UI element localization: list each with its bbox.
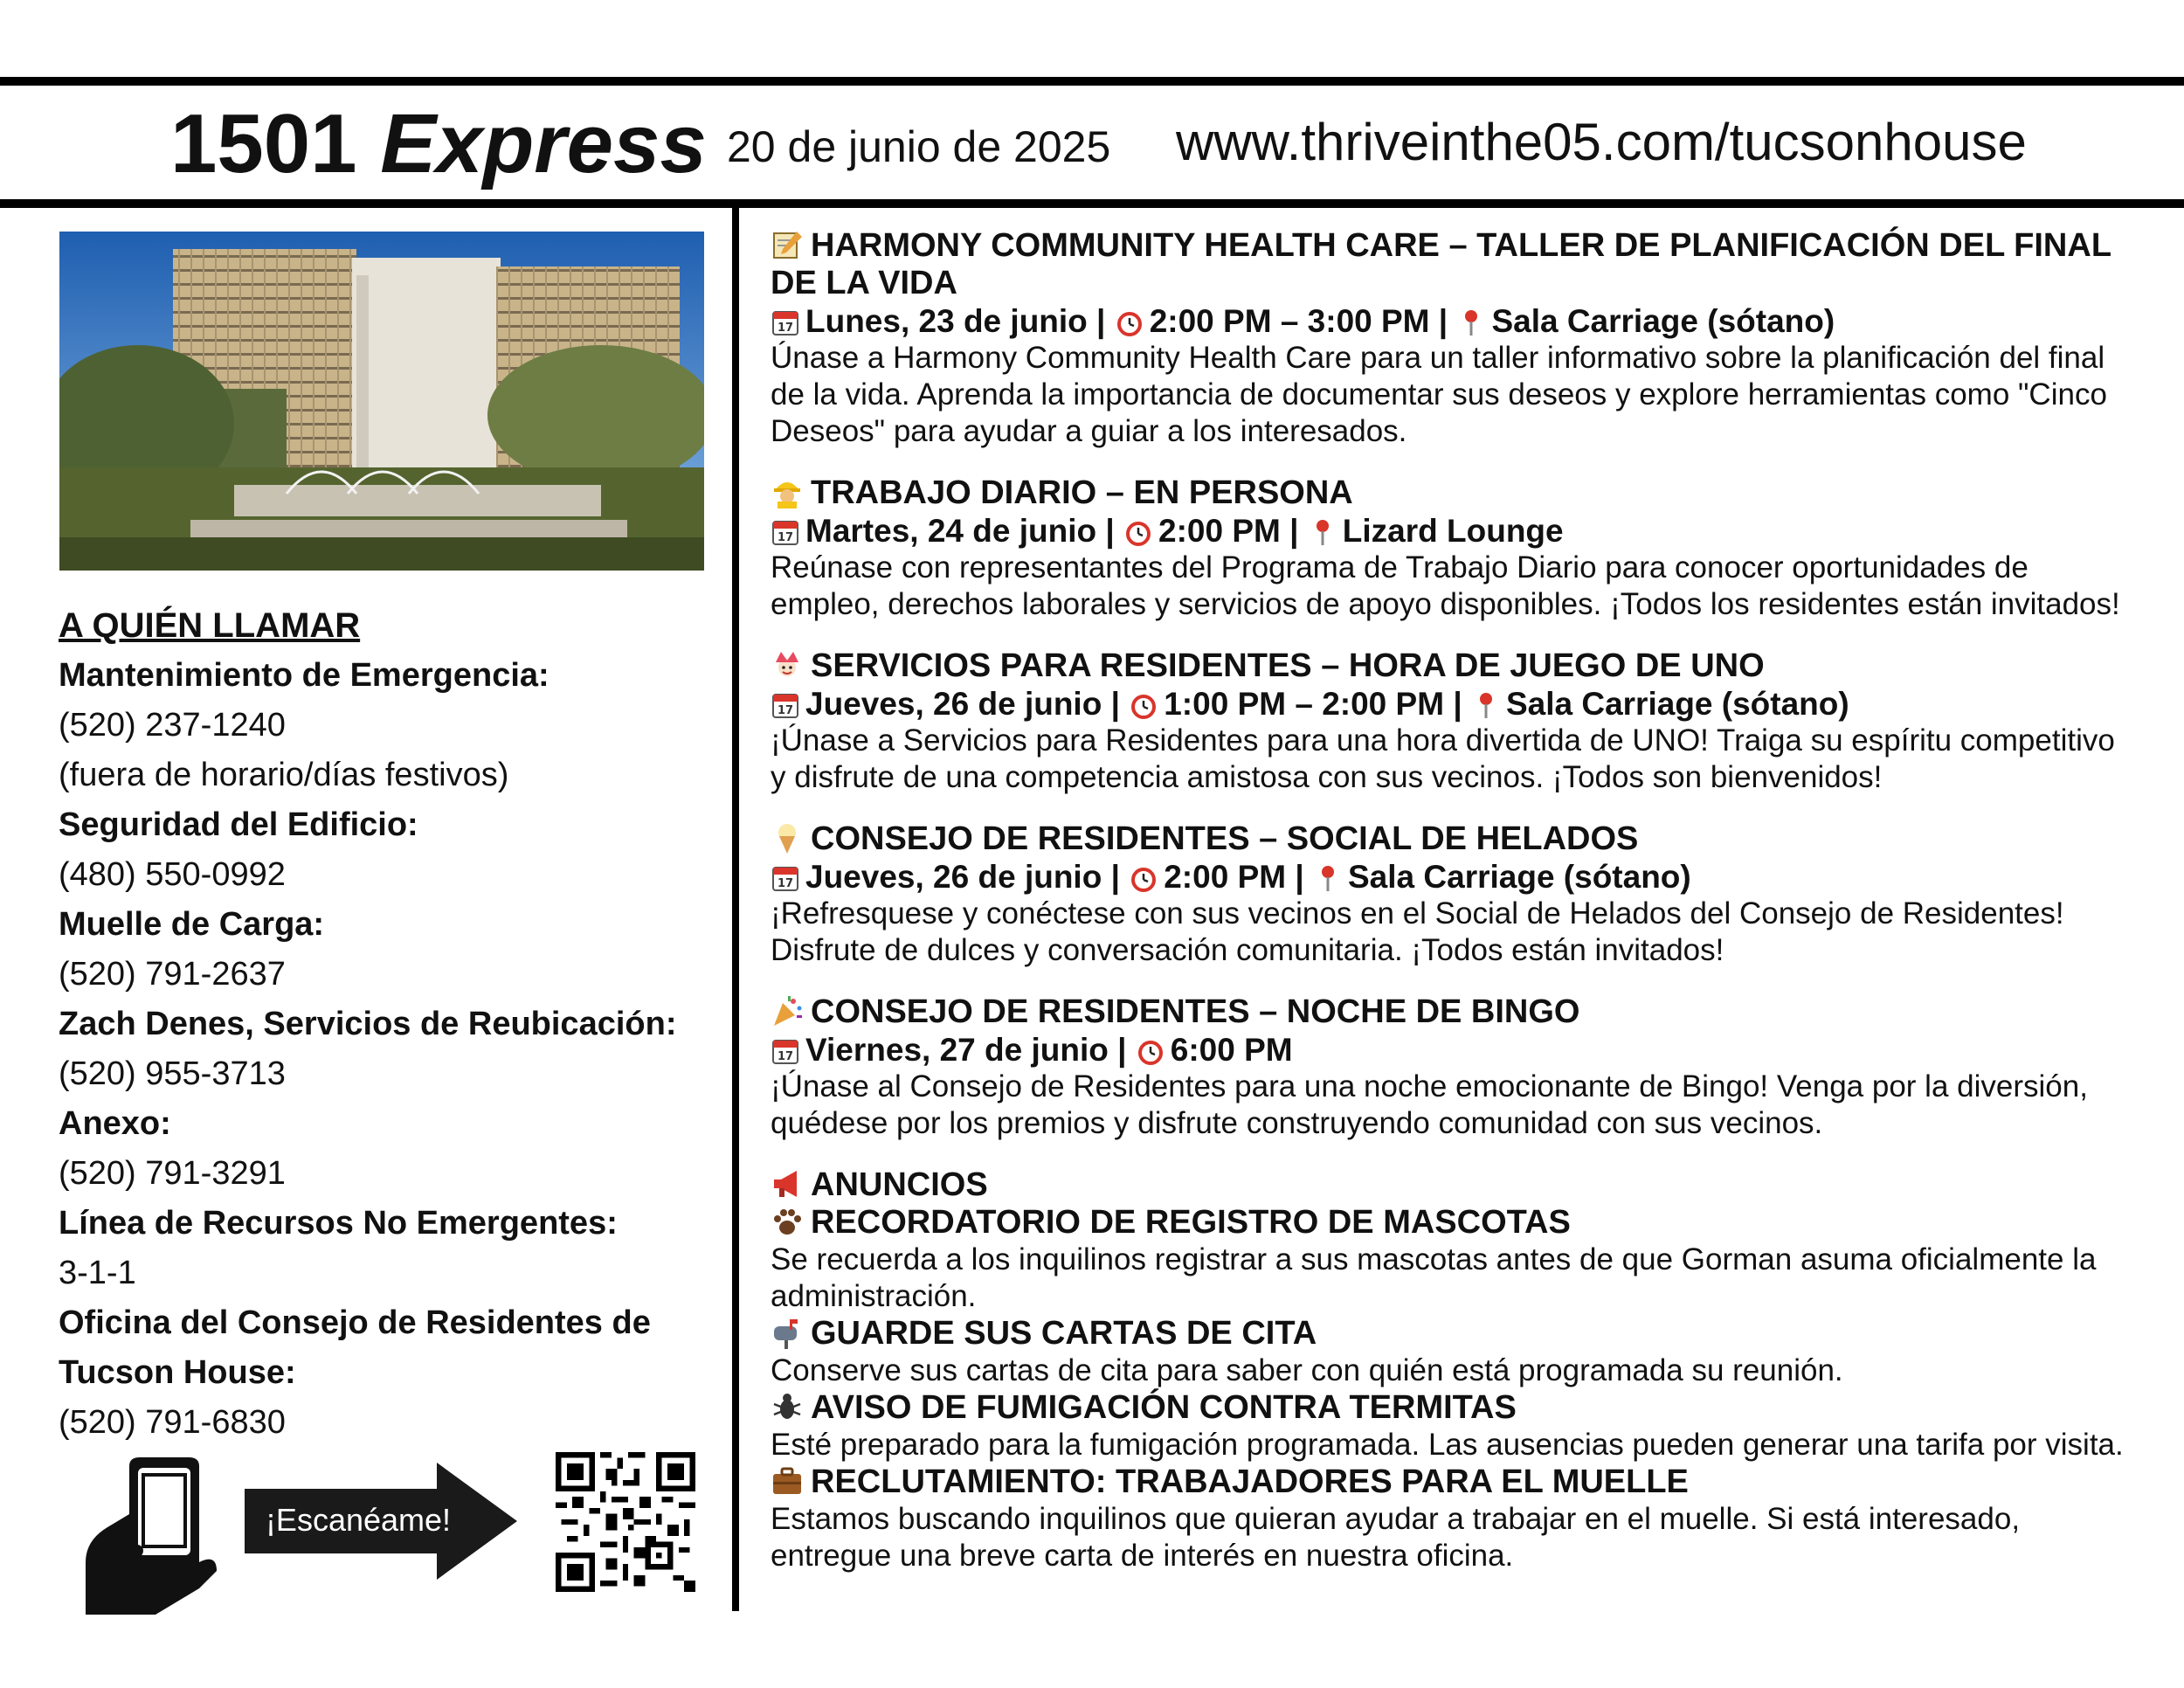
- alarm-clock-icon: [1123, 517, 1153, 547]
- event-title: HARMONY COMMUNITY HEALTH CARE – TALLER DE PLANIFICACIÓN DEL FINAL DE LA VIDA: [771, 227, 2111, 301]
- memo-icon: [771, 228, 804, 261]
- briefcase-icon: [771, 1464, 804, 1498]
- announcement-description: Esté preparado para la fumigación programada. Las ausencias pueden generar una tarifa por visita.: [771, 1428, 2124, 1462]
- event-item: [771, 227, 2133, 450]
- building-photo: [59, 232, 704, 571]
- contact-label: Muelle de Carga:: [59, 906, 325, 943]
- event-schedule: 17 Jueves, 26 de junio | 1:00 PM – 2:00 PM | Sala Carriage (sótano): [771, 685, 2133, 723]
- event-day: Jueves, 26 de junio: [805, 686, 1102, 722]
- event-title: CONSEJO DE RESIDENTES – NOCHE DE BINGO: [771, 993, 2133, 1031]
- svg-text:17: 17: [777, 704, 794, 717]
- announcements-heading: ANUNCIOS: [771, 1166, 2133, 1204]
- event-item: [771, 647, 2133, 796]
- scan-me-label: ¡Escanéame!: [265, 1502, 452, 1538]
- event-schedule: 17 Lunes, 23 de junio | 2:00 PM – 3:00 PM | Sala Carriage (sótano): [771, 302, 2133, 340]
- contact-note: (fuera de horario/días festivos): [59, 757, 509, 793]
- title-word: Express: [380, 97, 707, 190]
- svg-text:17: 17: [777, 877, 794, 890]
- event-place: Sala Carriage (sótano): [1505, 686, 1849, 722]
- contact-label-continued: Tucson House:: [59, 1354, 296, 1391]
- pin-icon: [1456, 308, 1486, 337]
- qr-code[interactable]: [556, 1452, 695, 1592]
- contact-phone[interactable]: (520) 791-2637: [59, 956, 286, 993]
- alarm-clock-icon: [1129, 863, 1158, 893]
- title-number: 1501: [170, 97, 357, 190]
- svg-text:17: 17: [777, 1050, 794, 1063]
- contact-label: Línea de Recursos No Emergentes:: [59, 1205, 618, 1242]
- event-item: [771, 820, 2133, 969]
- event-day: Viernes, 27 de junio: [805, 1032, 1109, 1068]
- announcement-title: GUARDE SUS CARTAS DE CITA: [771, 1315, 2133, 1352]
- event-day: Jueves, 26 de junio: [805, 859, 1102, 895]
- bug-icon: [771, 1390, 804, 1423]
- event-day: Lunes, 23 de junio: [805, 303, 1088, 339]
- event-schedule: 17 Martes, 24 de junio | 2:00 PM | Lizard Lounge: [771, 512, 2133, 550]
- contact-phone[interactable]: (520) 791-6830: [59, 1404, 286, 1441]
- megaphone-icon: [771, 1167, 804, 1200]
- calendar-icon: [771, 1036, 800, 1066]
- contact-label: Mantenimiento de Emergencia:: [59, 657, 549, 694]
- pin-icon: [1308, 517, 1337, 547]
- event-place: Sala Carriage (sótano): [1491, 303, 1835, 339]
- pin-icon: [1471, 690, 1501, 720]
- event-place: Sala Carriage (sótano): [1348, 859, 1691, 895]
- event-title: CONSEJO DE RESIDENTES – SOCIAL DE HELADOS: [771, 820, 2133, 858]
- event-description: ¡Únase a Servicios para Residentes para una hora divertida de UNO! Traiga su espíritu competitivo y disfrute de una competencia amistosa con sus vecinos. ¡Todos son bienvenidos!: [771, 723, 2115, 794]
- contact-label: Oficina del Consejo de Residentes de: [59, 1304, 651, 1341]
- announcement-title: RECORDATORIO DE REGISTRO DE MASCOTAS: [771, 1204, 2133, 1242]
- hand-phone-icon: [77, 1457, 225, 1615]
- calendar-icon: [771, 863, 800, 893]
- contact-phone[interactable]: 3-1-1: [59, 1255, 136, 1291]
- event-time: 2:00 PM: [1158, 513, 1281, 549]
- event-title: SERVICIOS PARA RESIDENTES – HORA DE JUEGO DE UNO: [771, 647, 2133, 685]
- contact-phone[interactable]: (480) 550-0992: [59, 856, 286, 893]
- contact-list: [59, 601, 705, 1448]
- event-schedule: 17 Viernes, 27 de junio | 6:00 PM: [771, 1031, 2133, 1069]
- contact-phone[interactable]: (520) 791-3291: [59, 1155, 286, 1192]
- event-time: 2:00 PM – 3:00 PM: [1149, 303, 1430, 339]
- masthead: [0, 86, 2184, 199]
- event-time: 2:00 PM: [1164, 859, 1287, 895]
- event-time: 1:00 PM – 2:00 PM: [1164, 686, 1445, 722]
- announcement-title: RECLUTAMIENTO: TRABAJADORES PARA EL MUELLE: [771, 1463, 2133, 1501]
- contact-phone[interactable]: (520) 237-1240: [59, 707, 286, 744]
- announcement-description: Estamos buscando inquilinos que quieran ayudar a trabajar en el muelle. Si está interesado, entregue una breve carta de interés en nuestra oficina.: [771, 1502, 2021, 1573]
- calendar-icon: [771, 517, 800, 547]
- issue-date: 20 de junio de 2025: [727, 122, 1111, 171]
- mailbox-icon: [771, 1316, 804, 1349]
- contact-label: Anexo:: [59, 1105, 171, 1142]
- event-description: ¡Únase al Consejo de Residentes para una noche emocionante de Bingo! Venga por la diversión, quédese por los premios y disfrute construyendo comunidad con sus vecinos.: [771, 1069, 2088, 1140]
- event-item: [771, 993, 2133, 1142]
- svg-text:17: 17: [777, 322, 794, 335]
- calendar-icon: [771, 308, 800, 337]
- event-place: Lizard Lounge: [1342, 513, 1564, 549]
- announcements-section: [771, 1166, 2133, 1574]
- pin-icon: [1313, 863, 1343, 893]
- column-divider: [732, 208, 739, 1611]
- ice-cream-icon: [771, 821, 804, 854]
- events-column: [771, 227, 2133, 1574]
- announcement-item: [771, 1315, 2133, 1389]
- newsletter-title: [170, 96, 707, 192]
- contact-phone[interactable]: (520) 955-3713: [59, 1055, 286, 1092]
- calendar-icon: [771, 690, 800, 720]
- svg-text:17: 17: [777, 531, 794, 544]
- contact-heading: A QUIÉN LLAMAR: [59, 606, 361, 645]
- event-description: Únase a Harmony Community Health Care para un taller informativo sobre la planificación del final de la vida. Aprenda la importancia de documentar sus deseos y explore herramientas como "Cinco Deseos" para ayudar a guiar a los interesados.: [771, 341, 2107, 448]
- announcement-description: Conserve sus cartas de cita para saber con quién está programada su reunión.: [771, 1353, 1843, 1387]
- event-time: 6:00 PM: [1170, 1032, 1293, 1068]
- joker-icon: [771, 648, 804, 681]
- alarm-clock-icon: [1129, 690, 1158, 720]
- event-day: Martes, 24 de junio: [805, 513, 1097, 549]
- masthead-bottom-rule: [0, 199, 2184, 208]
- alarm-clock-icon: [1136, 1036, 1165, 1066]
- announcement-item: [771, 1463, 2133, 1574]
- contact-label: Seguridad del Edificio:: [59, 806, 418, 843]
- event-description: Reúnase con representantes del Programa de Trabajo Diario para conocer oportunidades de empleo, derechos laborales y servicios de apoyo disponibles. ¡Todos los residentes están invitados!: [771, 550, 2120, 621]
- announcement-title: AVISO DE FUMIGACIÓN CONTRA TERMITAS: [771, 1389, 2133, 1427]
- party-popper-icon: [771, 994, 804, 1027]
- contact-label: Zach Denes, Servicios de Reubicación:: [59, 1006, 677, 1042]
- event-description: ¡Refresquese y conéctese con sus vecinos en el Social de Helados del Consejo de Residentes! Disfrute de dulces y conversación comunitaria. ¡Todos están invitados!: [771, 896, 2064, 967]
- event-title: TRABAJO DIARIO – EN PERSONA: [771, 474, 2133, 512]
- event-item: [771, 474, 2133, 623]
- masthead-top-rule: [0, 77, 2184, 86]
- website-url[interactable]: www.thriveinthe05.com/tucsonhouse: [1176, 113, 2027, 171]
- construction-worker-icon: [771, 475, 804, 508]
- announcement-description: Se recuerda a los inquilinos registrar a sus mascotas antes de que Gorman asuma oficialmente la administración.: [771, 1242, 2097, 1313]
- announcement-item: [771, 1389, 2133, 1463]
- event-schedule: 17 Jueves, 26 de junio | 2:00 PM | Sala Carriage (sótano): [771, 858, 2133, 896]
- paw-icon: [771, 1205, 804, 1238]
- announcement-item: [771, 1204, 2133, 1315]
- alarm-clock-icon: [1115, 308, 1144, 337]
